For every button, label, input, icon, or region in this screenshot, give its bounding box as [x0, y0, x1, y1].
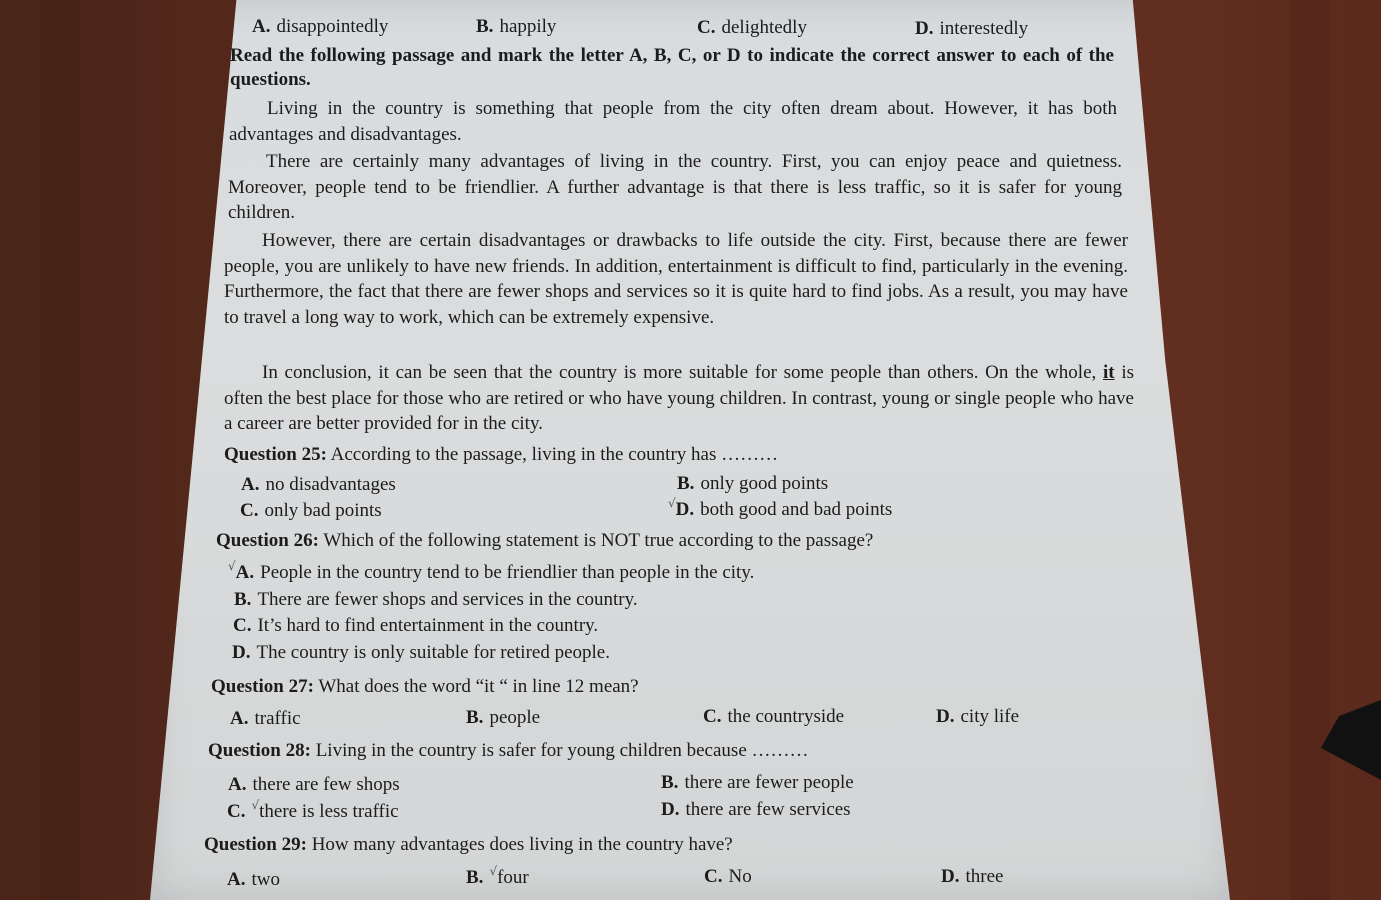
q26-option-b: B. There are fewer shops and services in the country. — [234, 589, 638, 610]
check-mark-icon: √ — [251, 798, 260, 812]
q29-option-d: D. three — [941, 866, 1004, 887]
passage-paragraph-1: Living in the country is something that people from the city often dream about. However, it has both advantages and disadvantages. — [229, 98, 1117, 145]
top-option-b: B. happily — [476, 16, 557, 37]
q28-option-b: B. there are fewer people — [661, 772, 854, 793]
passage-paragraph-4: In conclusion, it can be seen that the country is more suitable for some people than others. On the whole, it is often the best place for those who are retired or who have young children. In contrast, young or single people who have a career are better provided for in the city. — [224, 362, 1135, 434]
q25-option-a: A. no disadvantages — [241, 474, 396, 495]
check-mark-icon: √ — [489, 864, 498, 878]
q28-option-a: A. there are few shops — [228, 774, 400, 795]
q28-option-d: D. there are few services — [661, 799, 851, 820]
top-option-c: C. delightedly — [697, 17, 807, 38]
q25-option-d: √D. both good and bad points — [668, 496, 893, 520]
question-26: Question 26: Which of the following statement is NOT true according to the passage? — [216, 530, 874, 551]
top-option-a: A. disappointedly — [252, 16, 389, 37]
question-27: Question 27: What does the word “it “ in line 12 mean? — [211, 676, 639, 697]
q25-option-b: B. only good points — [677, 473, 829, 494]
q29-option-b: B. √four — [466, 864, 529, 888]
q26-option-c: C. It’s hard to find entertainment in the country. — [233, 615, 599, 636]
question-29: Question 29: How many advantages does living in the country have? — [204, 834, 733, 855]
q27-option-b: B. people — [466, 707, 541, 728]
top-option-d: D. interestedly — [915, 18, 1029, 39]
question-25: Question 25: According to the passage, living in the country has ……… — [224, 444, 779, 465]
underlined-word-it: it — [1102, 362, 1115, 383]
check-mark-icon: √ — [668, 496, 676, 510]
passage-paragraph-3: However, there are certain disadvantages or drawbacks to life outside the city. First, because there are fewer people, you are unlikely to have new friends. In addition, entertainment is difficult to find, particularly in the evening. Furthermore, the fact that there are fewer shops and services so it is quite hard to find jobs. As a result, you may have to travel a long way to work, which can be extremely expensive. — [224, 230, 1128, 328]
q29-option-c: C. No — [704, 866, 752, 887]
q26-option-d: D. The country is only suitable for retired people. — [232, 642, 610, 663]
question-28: Question 28: Living in the country is safer for young children because ……… — [208, 740, 809, 761]
instruction: Read the following passage and mark the letter A, B, C, or D to indicate the correct answer to each of the questions. — [230, 45, 1114, 90]
q29-option-a: A. two — [227, 869, 280, 890]
q25-option-c: C. only bad points — [240, 500, 382, 521]
check-mark-icon: √ — [228, 559, 236, 573]
q27-option-c: C. the countryside — [703, 706, 845, 727]
q28-option-c: C. √there is less traffic — [227, 798, 399, 822]
q27-option-d: D. city life — [936, 706, 1020, 727]
passage-paragraph-2: There are certainly many advantages of living in the country. First, you can enjoy peace and quietness. Moreover, people tend to be friendlier. A further advantage is that there is less traffic, so it is safer for young children. — [228, 151, 1122, 223]
q26-option-a: √A. People in the country tend to be friendlier than people in the city. — [228, 559, 755, 583]
q27-option-a: A. traffic — [230, 708, 301, 729]
